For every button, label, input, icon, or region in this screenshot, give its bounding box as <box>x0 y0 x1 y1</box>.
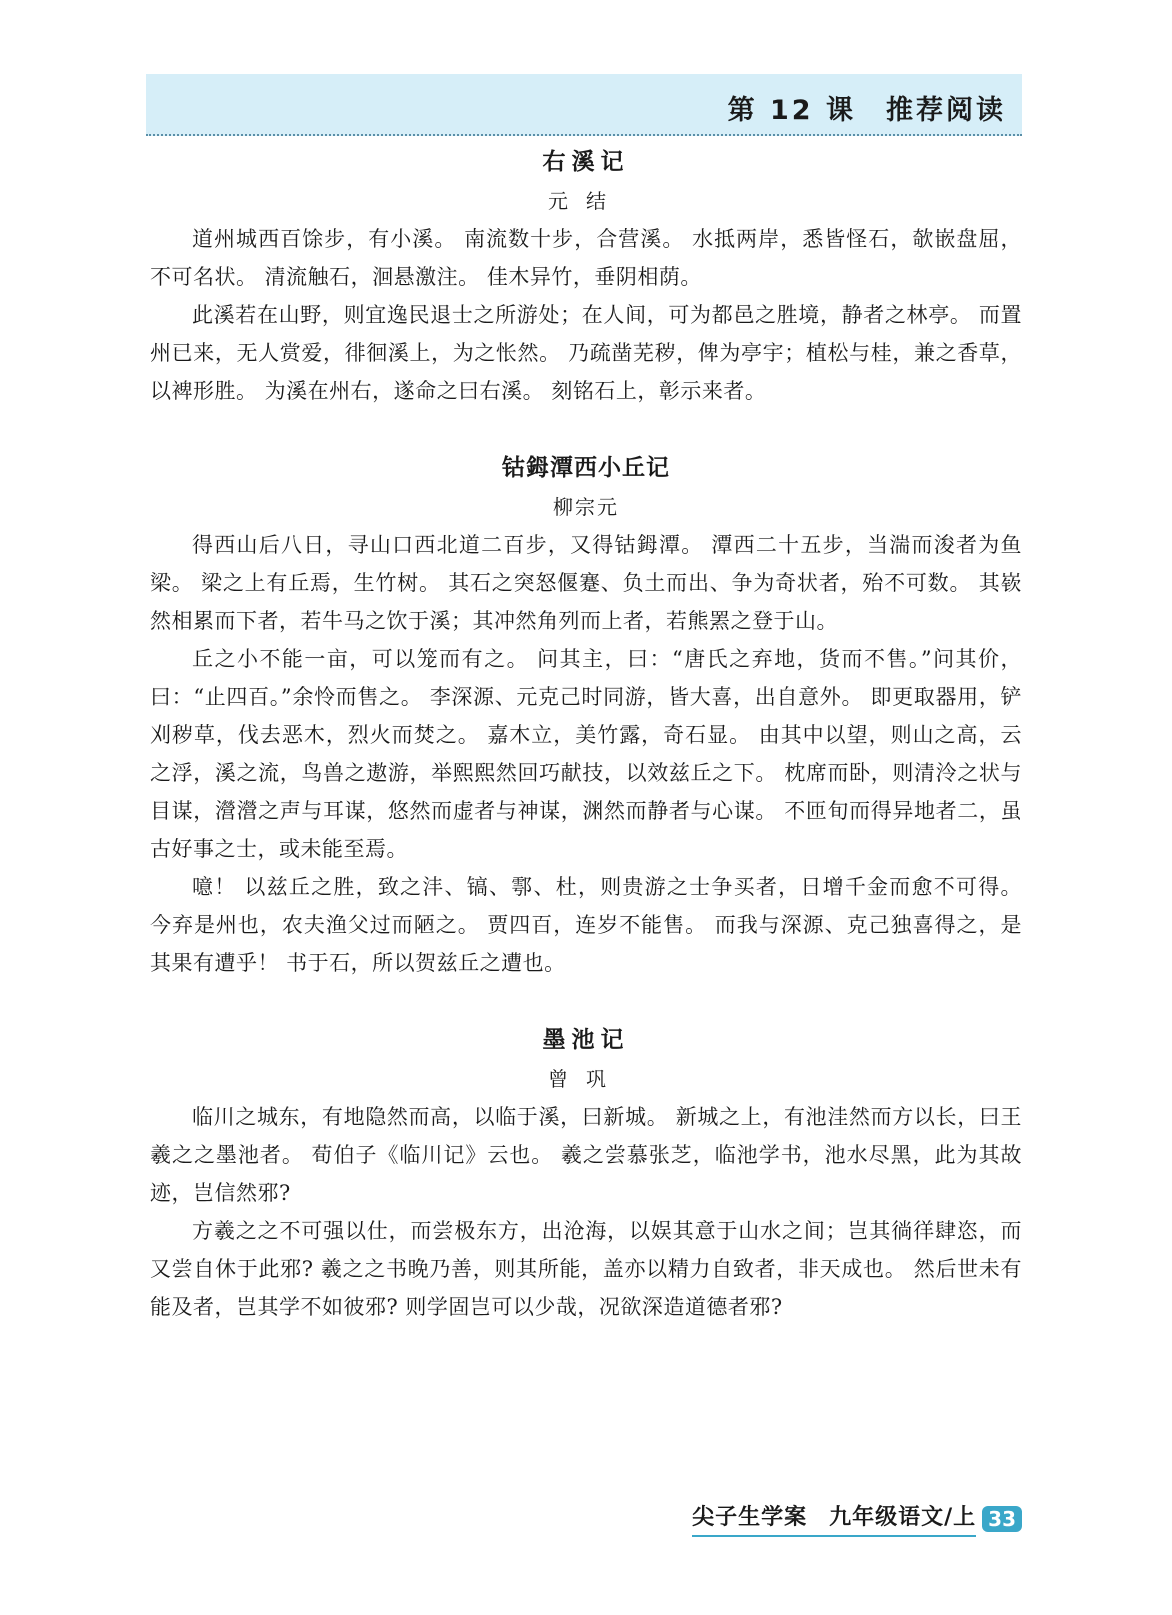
paragraph: 噫！ 以兹丘之胜，致之沣、镐、鄠、杜，则贵游之士争买者，日增千金而愈不可得。 今弃是州也，农夫渔父过而陋之。 贾四百，连岁不能售。 而我与深源、克己独喜得之，是其果有遭乎！ 书于石，所以贺兹丘之遭也。 <box>150 875 1022 975</box>
section-youxi <box>150 146 1022 410</box>
paragraph: 临川之城东，有地隐然而高，以临于溪，曰新城。 新城之上，有池洼然而方以长，曰王羲之之墨池者。 荀伯子《临川记》云也。 羲之尝慕张芝，临池学书，池水尽黑，此为其故迹，岂信然邪? <box>150 1105 1022 1205</box>
header-band <box>146 74 1022 136</box>
section-mochi <box>150 1024 1022 1326</box>
section-author: 柳宗元 <box>553 495 619 519</box>
paragraph: 丘之小不能一亩，可以笼而有之。 问其主，曰：“唐氏之弃地，货而不售。”问其价，曰：“止四百。”余怜而售之。 李深源、元克己时同游，皆大喜，出自意外。 即更取器用，铲刈秽草，伐去恶木，烈火而焚之。 嘉木立，美竹露，奇石显。 由其中以望，则山之高，云之浮，溪之流，鸟兽之遨游，举熙熙然回巧献技，以效兹丘之下。 枕席而卧，则清泠之状与目谋，瀯瀯之声与耳谋，悠然而虚者与神谋，渊然而静者与心谋。 不匝旬而得异地者二，虽古好事之士，或未能至焉。 <box>150 647 1022 861</box>
book-title: 尖子生学案 <box>692 1505 808 1530</box>
section-title: 钴鉧潭西小丘记 <box>502 455 670 481</box>
section-title: 右溪记 <box>542 149 630 175</box>
book-subject: 九年级语文/上 <box>829 1505 977 1530</box>
section-gap <box>150 982 1022 1018</box>
main-content <box>150 140 1022 1326</box>
section-author: 曾巩 <box>548 1067 624 1091</box>
section-gap <box>150 410 1022 446</box>
paragraph: 道州城西百馀步，有小溪。 南流数十步，合营溪。 水抵两岸，悉皆怪石，欹嵌盘屈，不可名状。 清流触石，洄悬激注。 佳木异竹，垂阴相荫。 <box>150 227 1022 289</box>
section-author: 元结 <box>548 189 624 213</box>
paragraph: 得西山后八日，寻山口西北道二百步，又得钴鉧潭。 潭西二十五步，当湍而浚者为鱼梁。 梁之上有丘焉，生竹树。 其石之突怒偃蹇、负土而出、争为奇状者，殆不可数。 其嵚然相累而下者，若牛马之饮于溪；其冲然角列而上者，若熊罴之登于山。 <box>150 533 1023 633</box>
lesson-title: 第 12 课 推荐阅读 <box>727 95 1006 126</box>
section-title: 墨池记 <box>542 1027 630 1053</box>
page-footer <box>692 1500 1022 1537</box>
page-number: 33 <box>982 1506 1022 1532</box>
paragraph: 此溪若在山野，则宜逸民退士之所游处；在人间，可为都邑之胜境，静者之林亭。 而置州已来，无人赏爱，徘徊溪上，为之怅然。 乃疏凿芜秽，俾为亭宇；植松与桂，兼之香草，以裨形胜。 为溪在州右，遂命之曰右溪。 刻铭石上，彰示来者。 <box>150 303 1022 403</box>
paragraph: 方羲之之不可强以仕，而尝极东方，出沧海，以娱其意于山水之间；岂其徜徉肆恣，而又尝自休于此邪? 羲之之书晚乃善，则其所能，盖亦以精力自致者，非天成也。 然后世未有能及者，岂其学不如彼邪? 则学固岂可以少哉，况欲深造道德者邪? <box>150 1219 1022 1319</box>
footer-text <box>692 1500 976 1537</box>
section-gumutan <box>150 452 1022 982</box>
